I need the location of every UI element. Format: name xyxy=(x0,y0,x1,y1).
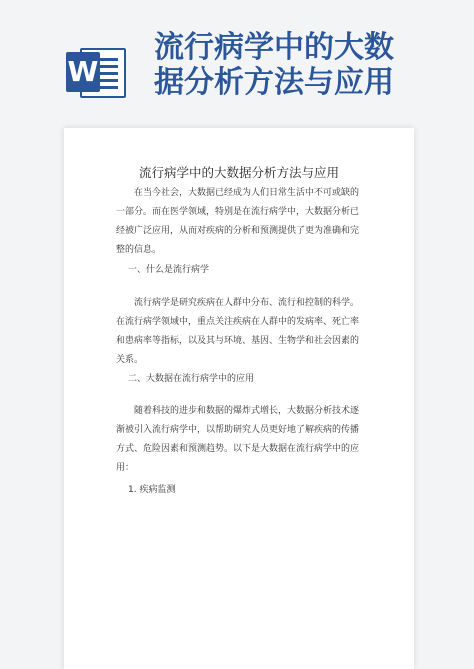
banner xyxy=(0,0,474,125)
document-title: 流行病学中的大数据分析方法与应用 xyxy=(138,165,339,180)
section-2-text: 随着科技的进步和数据的爆炸式增长，大数据分析技术逐渐被引入流行病学中，以帮助研究人员更好地了解疾病的传播方式、危险因素和预测趋势。以下是大数据在流行病学中的应用： xyxy=(116,406,360,473)
intro-text: 在当今社会，大数据已经成为人们日常生活中不可或缺的一部分。而在医学领域，特别是在流行病学中，大数据分析已经被广泛应用，从而对疾病的分析和预测提供了更为准确和完整的信息。 xyxy=(116,188,360,255)
banner-title xyxy=(154,30,464,100)
word-document-icon xyxy=(66,40,132,102)
subheading-disease-monitoring: 1. 疾病监测 xyxy=(128,485,176,495)
section-1-paragraph xyxy=(116,294,366,370)
section-1-heading: 一、什么是流行病学 xyxy=(128,265,210,275)
banner-title-line-1: 流行病学中的大数 xyxy=(154,30,394,65)
document-page xyxy=(64,128,414,669)
intro-paragraph xyxy=(116,184,366,260)
section-2-paragraph xyxy=(116,402,366,478)
word-logo-letter: W xyxy=(66,52,100,92)
banner-title-line-2: 据分析方法与应用 xyxy=(154,65,394,100)
section-1-text: 流行病学是研究疾病在人群中分布、流行和控制的科学。在流行病学领域中，重点关注疾病在人群中的发病率、死亡率和患病率等指标，以及其与环境、基因、生物学和社会因素的关系。 xyxy=(116,298,360,365)
section-2-heading: 二、大数据在流行病学中的应用 xyxy=(128,374,255,384)
